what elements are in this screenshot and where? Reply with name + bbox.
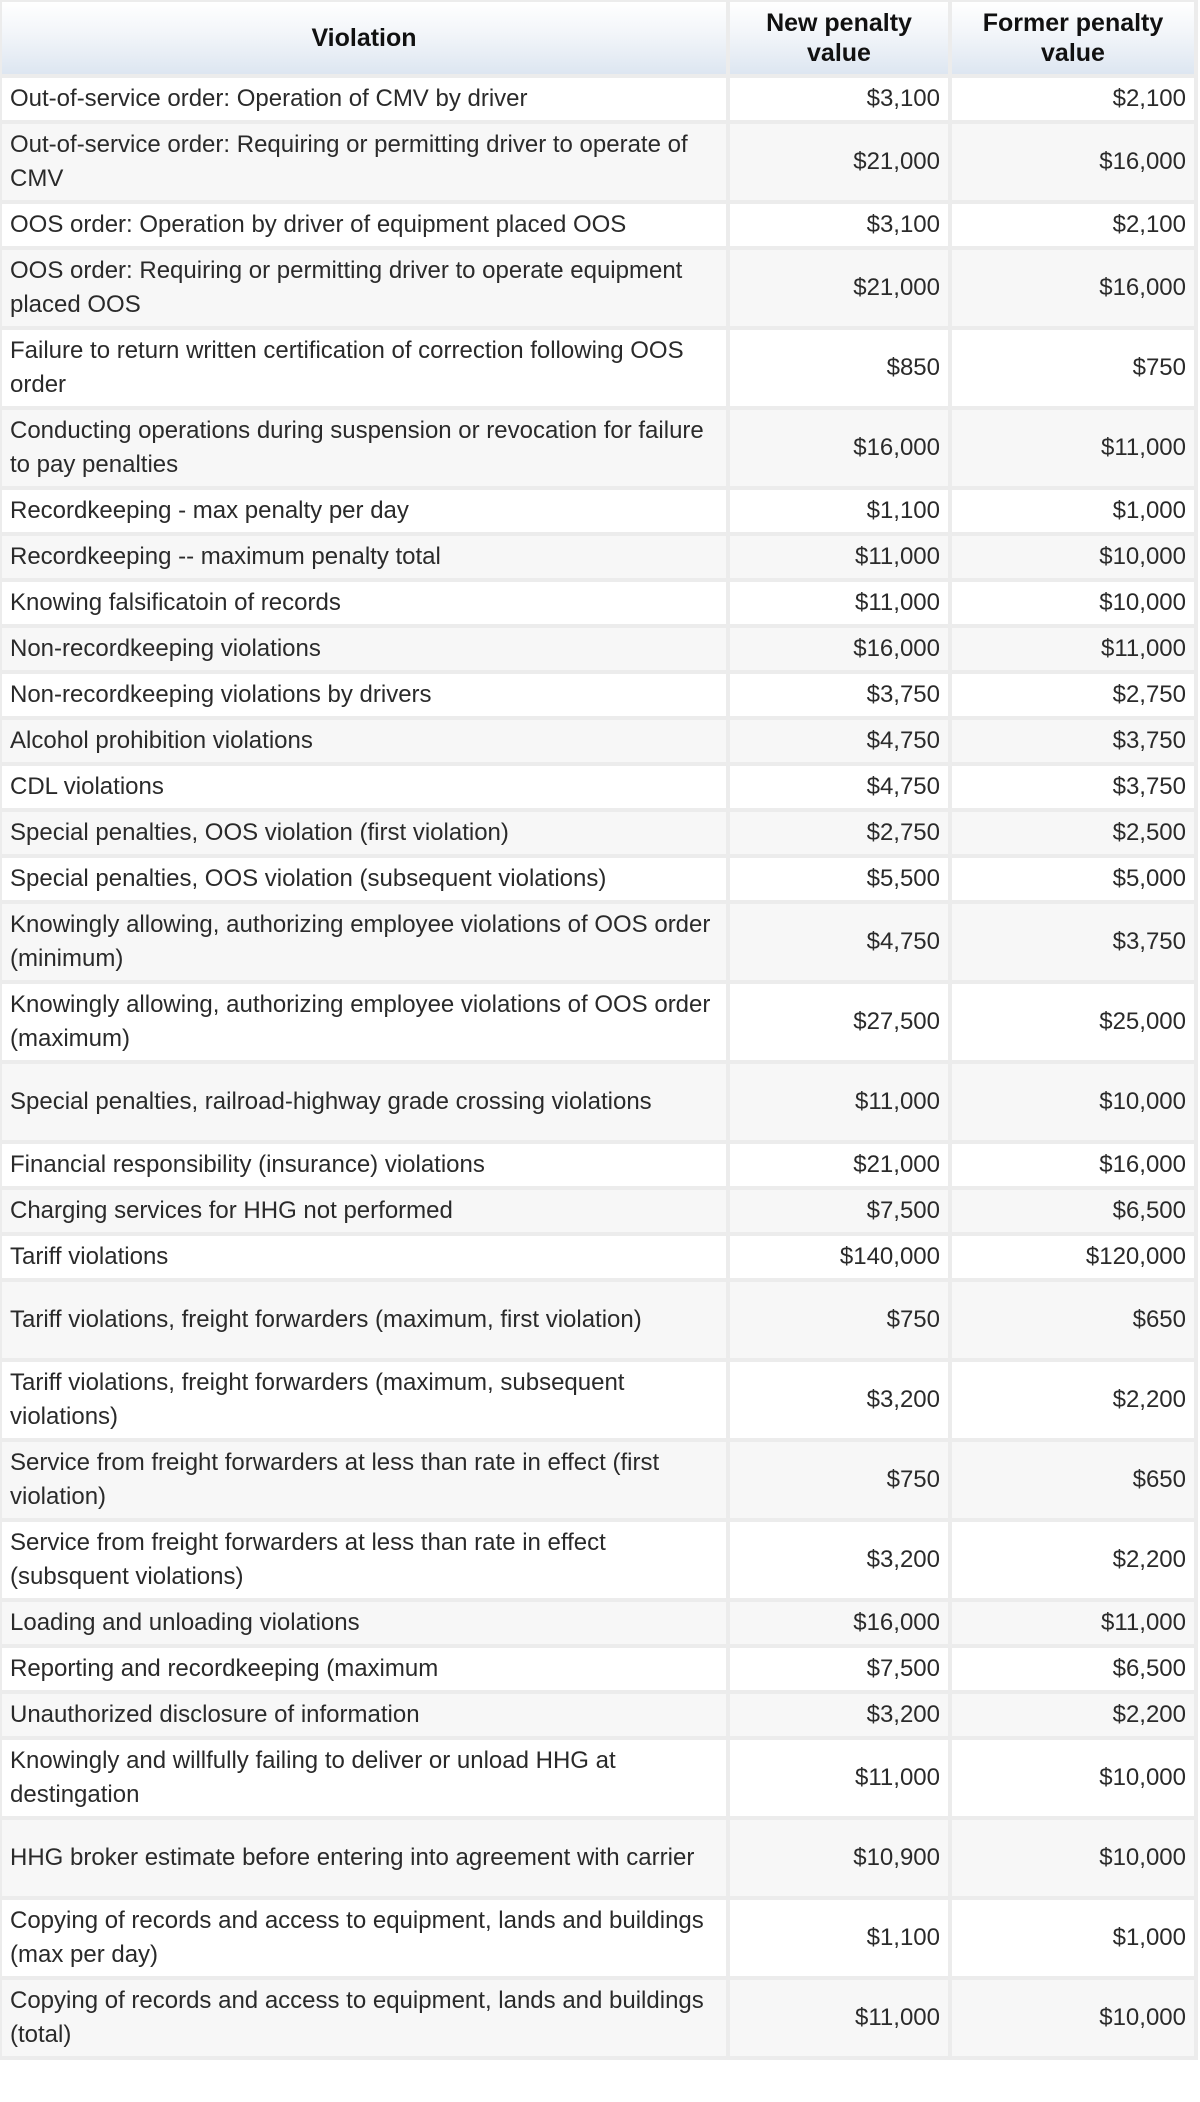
table-row: [2, 1522, 1194, 1598]
violation-cell: Tariff violations, freight forwarders (maximum, subsequent violations): [2, 1362, 726, 1438]
former-penalty-cell: $16,000: [952, 1144, 1194, 1186]
new-penalty-cell: $21,000: [730, 250, 948, 326]
former-penalty-cell: $2,100: [952, 204, 1194, 246]
table-row: [2, 124, 1194, 200]
new-penalty-cell: $2,750: [730, 812, 948, 854]
former-penalty-cell: $10,000: [952, 1980, 1194, 2056]
new-penalty-cell: $11,000: [730, 1980, 948, 2056]
new-penalty-cell: $3,200: [730, 1694, 948, 1736]
former-penalty-cell: $16,000: [952, 250, 1194, 326]
violation-cell: Tariff violations: [2, 1236, 726, 1278]
violation-cell: Tariff violations, freight forwarders (maximum, first violation): [2, 1282, 726, 1358]
new-penalty-cell: $3,100: [730, 78, 948, 120]
violation-cell: Reporting and recordkeeping (maximum: [2, 1648, 726, 1690]
former-penalty-cell: $10,000: [952, 1740, 1194, 1816]
table-row: [2, 720, 1194, 762]
violation-cell: HHG broker estimate before entering into agreement with carrier: [2, 1820, 726, 1896]
table-row: [2, 1602, 1194, 1644]
former-penalty-cell: $650: [952, 1282, 1194, 1358]
new-penalty-cell: $10,900: [730, 1820, 948, 1896]
table-row: [2, 1064, 1194, 1140]
new-penalty-cell: $11,000: [730, 1740, 948, 1816]
table-row: [2, 330, 1194, 406]
new-penalty-cell: $7,500: [730, 1648, 948, 1690]
violation-cell: Recordkeeping -- maximum penalty total: [2, 536, 726, 578]
table-row: [2, 78, 1194, 120]
former-penalty-cell: $10,000: [952, 1064, 1194, 1140]
violation-cell: Copying of records and access to equipment, lands and buildings (total): [2, 1980, 726, 2056]
former-penalty-cell: $2,750: [952, 674, 1194, 716]
violation-cell: Special penalties, OOS violation (subsequent violations): [2, 858, 726, 900]
table-row: [2, 250, 1194, 326]
violation-cell: Financial responsibility (insurance) violations: [2, 1144, 726, 1186]
new-penalty-cell: $1,100: [730, 490, 948, 532]
violation-cell: Knowingly allowing, authorizing employee violations of OOS order (minimum): [2, 904, 726, 980]
new-penalty-cell: $16,000: [730, 1602, 948, 1644]
new-penalty-cell: $750: [730, 1442, 948, 1518]
new-penalty-cell: $11,000: [730, 536, 948, 578]
violation-cell: Copying of records and access to equipment, lands and buildings (max per day): [2, 1900, 726, 1976]
violation-cell: Knowingly allowing, authorizing employee violations of OOS order (maximum): [2, 984, 726, 1060]
table-row: [2, 1190, 1194, 1232]
violation-cell: Recordkeeping - max penalty per day: [2, 490, 726, 532]
former-penalty-cell: $3,750: [952, 904, 1194, 980]
former-penalty-cell: $10,000: [952, 582, 1194, 624]
table-row: [2, 536, 1194, 578]
violation-cell: Special penalties, railroad-highway grade crossing violations: [2, 1064, 726, 1140]
violation-cell: Loading and unloading violations: [2, 1602, 726, 1644]
new-penalty-cell: $4,750: [730, 766, 948, 808]
violation-cell: Unauthorized disclosure of information: [2, 1694, 726, 1736]
violation-cell: Non-recordkeeping violations by drivers: [2, 674, 726, 716]
former-penalty-cell: $2,200: [952, 1362, 1194, 1438]
former-penalty-cell: $2,200: [952, 1694, 1194, 1736]
table-header: [2, 2, 1194, 74]
former-penalty-cell: $3,750: [952, 766, 1194, 808]
table-row: [2, 582, 1194, 624]
table-row: [2, 1900, 1194, 1976]
new-penalty-cell: $3,200: [730, 1362, 948, 1438]
former-penalty-cell: $6,500: [952, 1648, 1194, 1690]
violation-cell: Out-of-service order: Requiring or permitting driver to operate of CMV: [2, 124, 726, 200]
violation-cell: Failure to return written certification of correction following OOS order: [2, 330, 726, 406]
table-row: [2, 1980, 1194, 2056]
table-row: [2, 1144, 1194, 1186]
table-row: [2, 1362, 1194, 1438]
table-row: [2, 674, 1194, 716]
table-row: [2, 1740, 1194, 1816]
header-new-penalty: New penalty value: [730, 2, 948, 74]
former-penalty-cell: $2,500: [952, 812, 1194, 854]
table-row: [2, 490, 1194, 532]
former-penalty-cell: $2,200: [952, 1522, 1194, 1598]
former-penalty-cell: $11,000: [952, 410, 1194, 486]
new-penalty-cell: $21,000: [730, 124, 948, 200]
header-violation: Violation: [2, 2, 726, 74]
table-row: [2, 410, 1194, 486]
new-penalty-cell: $16,000: [730, 410, 948, 486]
former-penalty-cell: $1,000: [952, 1900, 1194, 1976]
violation-cell: Conducting operations during suspension or revocation for failure to pay penalties: [2, 410, 726, 486]
new-penalty-cell: $4,750: [730, 904, 948, 980]
new-penalty-cell: $11,000: [730, 1064, 948, 1140]
table-row: [2, 904, 1194, 980]
table-row: [2, 1648, 1194, 1690]
former-penalty-cell: $11,000: [952, 628, 1194, 670]
new-penalty-cell: $11,000: [730, 582, 948, 624]
violation-cell: CDL violations: [2, 766, 726, 808]
table-row: [2, 858, 1194, 900]
violation-cell: Special penalties, OOS violation (first violation): [2, 812, 726, 854]
new-penalty-cell: $27,500: [730, 984, 948, 1060]
violation-cell: Non-recordkeeping violations: [2, 628, 726, 670]
former-penalty-cell: $10,000: [952, 536, 1194, 578]
former-penalty-cell: $120,000: [952, 1236, 1194, 1278]
former-penalty-cell: $25,000: [952, 984, 1194, 1060]
violation-cell: Alcohol prohibition violations: [2, 720, 726, 762]
former-penalty-cell: $5,000: [952, 858, 1194, 900]
new-penalty-cell: $750: [730, 1282, 948, 1358]
new-penalty-cell: $16,000: [730, 628, 948, 670]
new-penalty-cell: $3,200: [730, 1522, 948, 1598]
violation-cell: OOS order: Requiring or permitting driver to operate equipment placed OOS: [2, 250, 726, 326]
former-penalty-cell: $6,500: [952, 1190, 1194, 1232]
former-penalty-cell: $10,000: [952, 1820, 1194, 1896]
new-penalty-cell: $3,100: [730, 204, 948, 246]
new-penalty-cell: $21,000: [730, 1144, 948, 1186]
table-row: [2, 1236, 1194, 1278]
former-penalty-cell: $750: [952, 330, 1194, 406]
former-penalty-cell: $16,000: [952, 124, 1194, 200]
table-row: [2, 204, 1194, 246]
former-penalty-cell: $1,000: [952, 490, 1194, 532]
new-penalty-cell: $7,500: [730, 1190, 948, 1232]
former-penalty-cell: $11,000: [952, 1602, 1194, 1644]
violation-cell: Service from freight forwarders at less than rate in effect (subsquent violations): [2, 1522, 726, 1598]
new-penalty-cell: $1,100: [730, 1900, 948, 1976]
table-row: [2, 766, 1194, 808]
violation-cell: Out-of-service order: Operation of CMV by driver: [2, 78, 726, 120]
violation-cell: Knowingly and willfully failing to deliver or unload HHG at destingation: [2, 1740, 726, 1816]
new-penalty-cell: $140,000: [730, 1236, 948, 1278]
new-penalty-cell: $3,750: [730, 674, 948, 716]
former-penalty-cell: $650: [952, 1442, 1194, 1518]
new-penalty-cell: $850: [730, 330, 948, 406]
table-body: [2, 78, 1194, 2056]
new-penalty-cell: $5,500: [730, 858, 948, 900]
new-penalty-cell: $4,750: [730, 720, 948, 762]
table-row: [2, 1282, 1194, 1358]
table-row: [2, 984, 1194, 1060]
table-row: [2, 1694, 1194, 1736]
former-penalty-cell: $3,750: [952, 720, 1194, 762]
table-row: [2, 812, 1194, 854]
violation-cell: OOS order: Operation by driver of equipment placed OOS: [2, 204, 726, 246]
violation-cell: Charging services for HHG not performed: [2, 1190, 726, 1232]
table-row: [2, 628, 1194, 670]
table-row: [2, 1442, 1194, 1518]
violation-cell: Knowing falsificatoin of records: [2, 582, 726, 624]
former-penalty-cell: $2,100: [952, 78, 1194, 120]
table-row: [2, 1820, 1194, 1896]
header-former-penalty: Former penalty value: [952, 2, 1194, 74]
header-row: [2, 2, 1194, 74]
violation-cell: Service from freight forwarders at less than rate in effect (first violation): [2, 1442, 726, 1518]
